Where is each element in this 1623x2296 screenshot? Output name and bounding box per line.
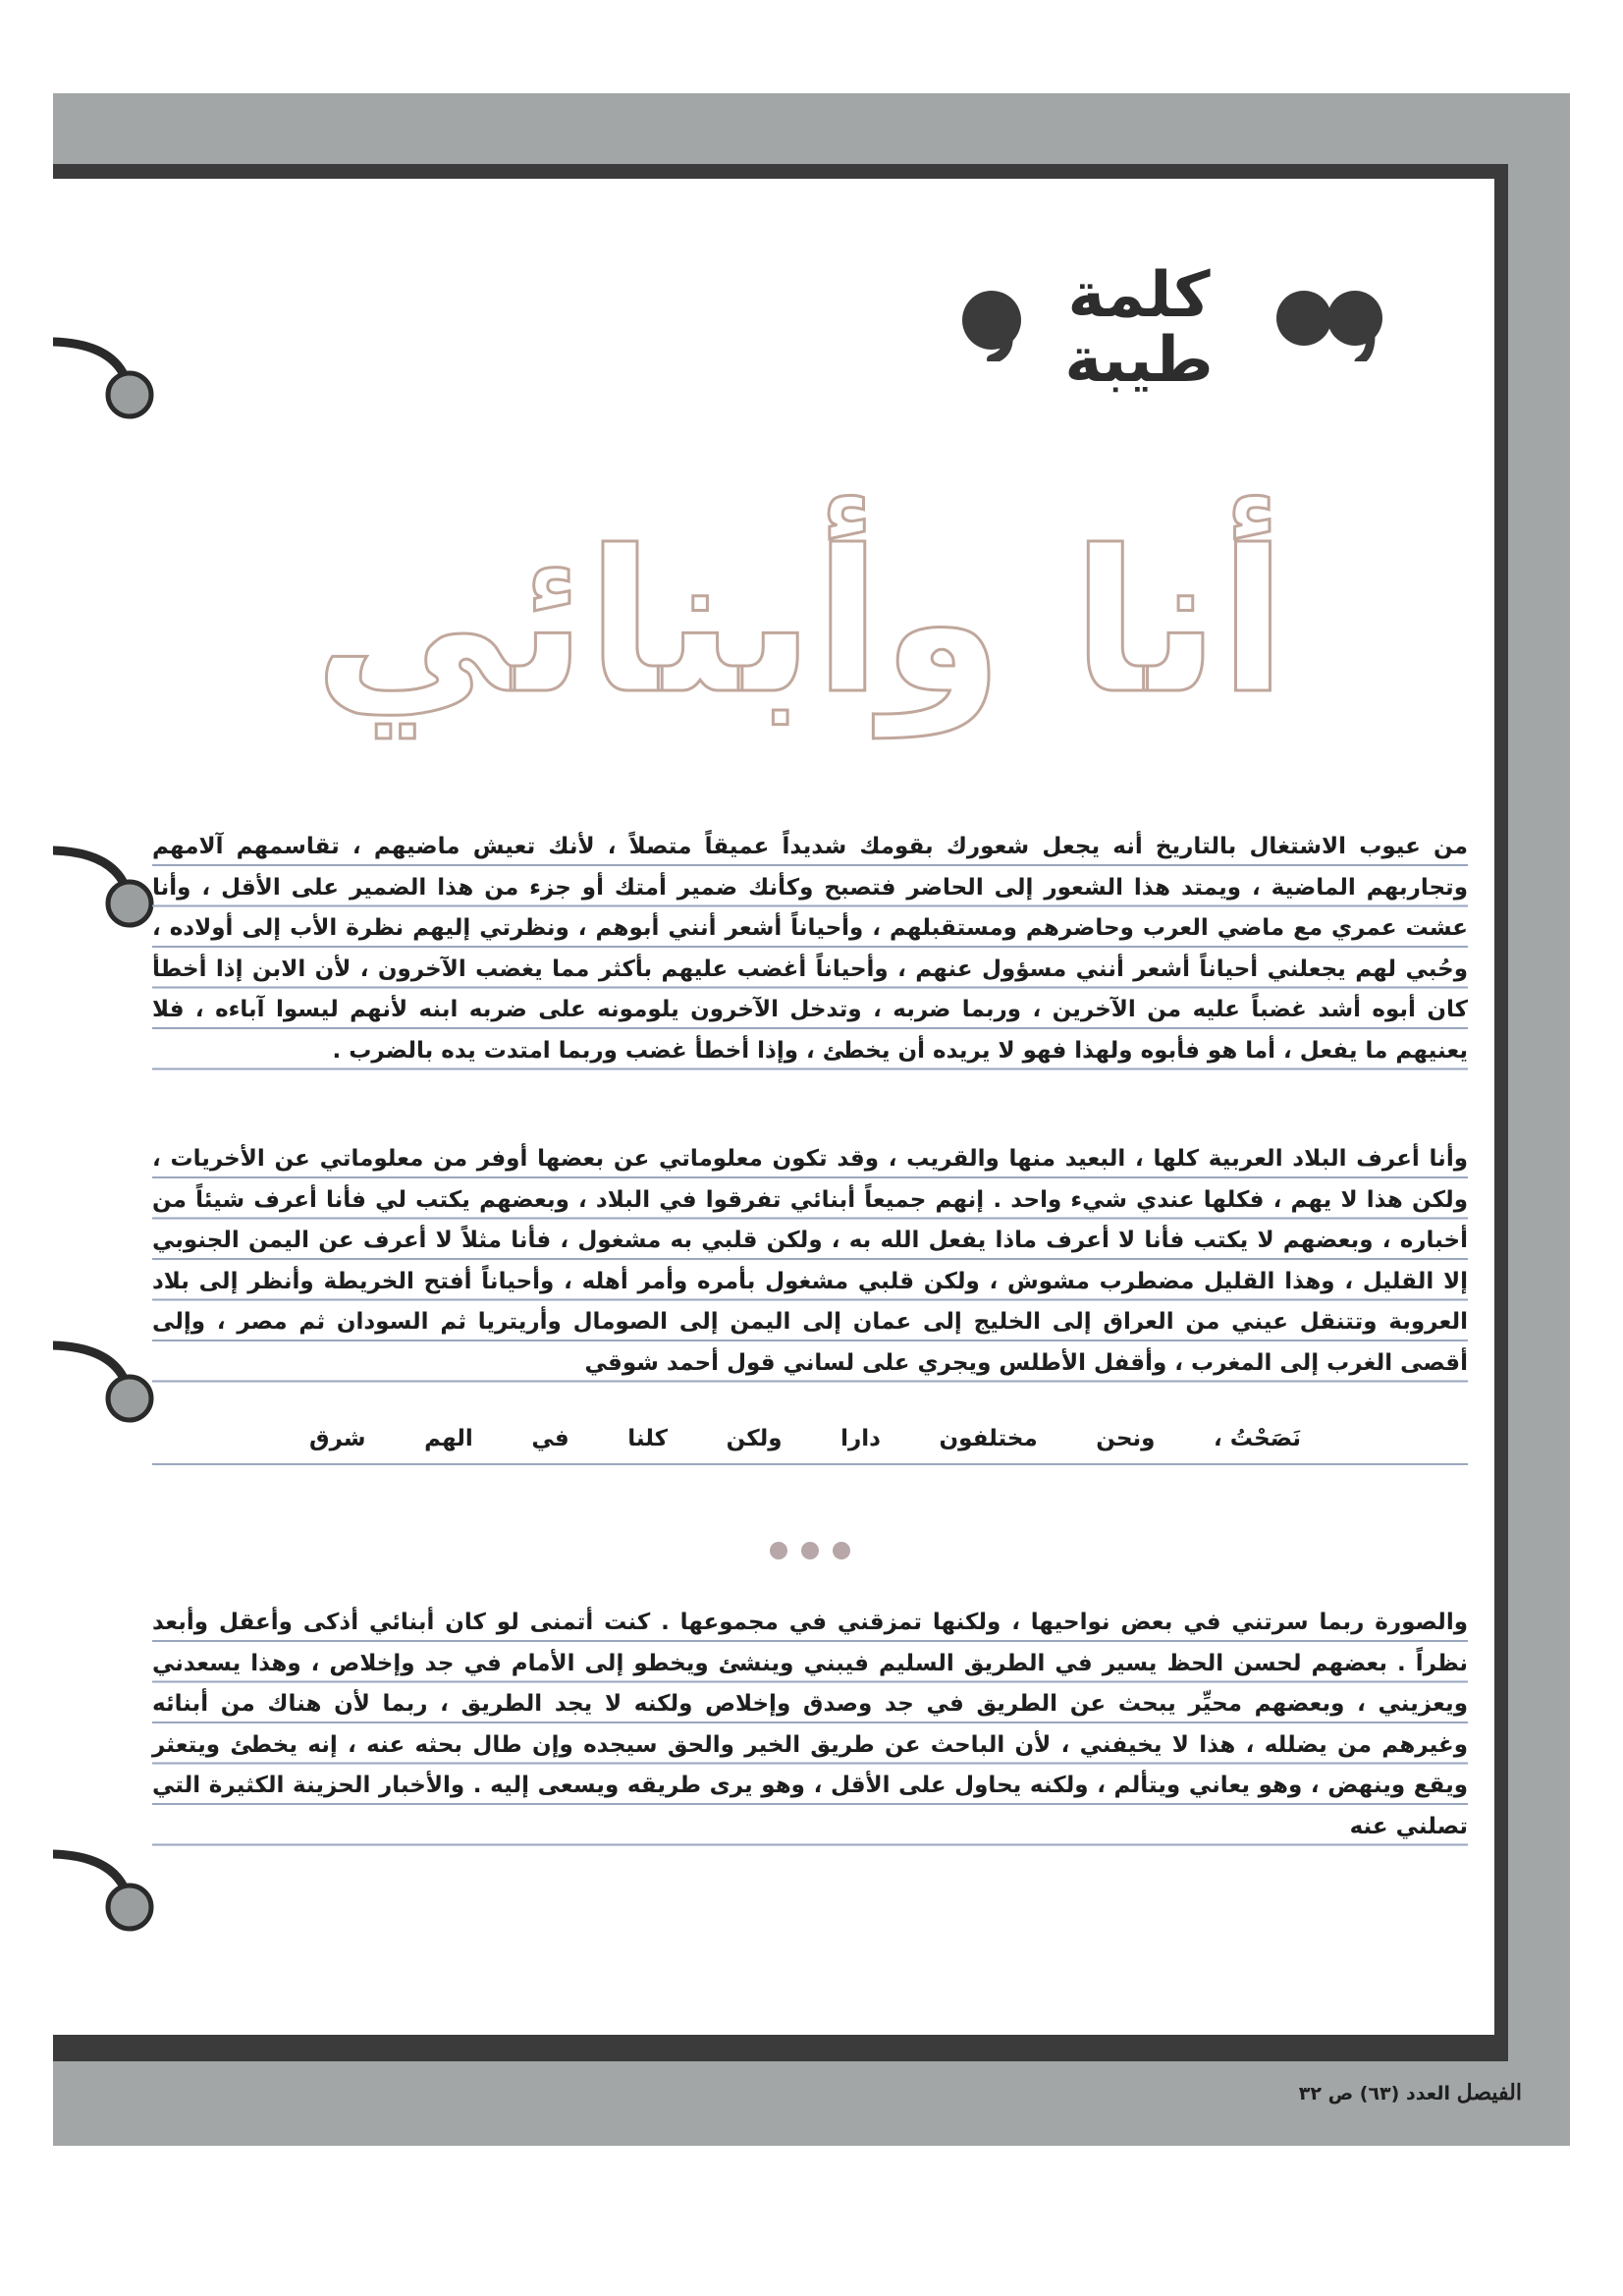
magazine-name: الفيصل: [1456, 2080, 1522, 2105]
paragraph-text: والصورة ربما سرتني في بعض نواحيها ، ولكنها تمزقني في مجموعها . كنت أتمنى لو كان أبنائي أذكى وأعقل وأبعد نظراً . بعضهم لحسن الحظ يسير في الطريق السليم فيبني وينشئ ويخطو إلى الأمام في جد وإخلاص ، وهذا يسعدني ويعزيني ، وبعضهم محيِّر يبحث عن الطريق في جد وصدق وإخلاص ولكنه لا يجد الطريق ، ربما لأن هناك من أبنائه وغيرهم من يضلله ، هذا لا يخيفني ، لأن الباحث عن طريق الخير والحق سيجده وإن طال بحثه عنه ، إنه يخطئ ويتعثر ويقع وينهض ، وهو يعاني ويتألم ، ولكنه يحاول على الأقل ، وهو يرى طريقه ويسعى إليه . والأخبار الحزينة الكثيرة التي تصلني عنه: [152, 1610, 1468, 1839]
column-title: [962, 259, 1316, 397]
article-paragraph-3: [152, 1603, 1468, 1847]
paragraph-text: وأنا أعرف البلاد العربية كلها ، البعيد منها والقريب ، وقد تكون معلوماتي عن بعضها أوفر من معلوماتي عن الأخريات ، ولكن هذا لا يهم ، فكلها عندي شيء واحد . إنهم جميعاً أبنائي تفرقوا في البلاد ، وبعضهم يكتب لي فأنا أعرف شيئاً من أخباره ، وبعضهم لا يكتب فأنا لا أعرف ماذا يفعل الله به ، ولكن قلبي به مشغول ، فأنا مثلاً لا أعرف عن اليمن الجنوبي إلا القليل ، وهذا القليل مضطرب مشوش ، ولكن قلبي مشغول بأمره وأمر أهله ، وأحياناً أفتح الخريطة وأنظر إلى بلاد العروبة وتتنقل عيني من العراق إلى الخليج إلى عمان إلى اليمن إلى الصومال وأريتريا ثم السودان ثم مصر ، وإلى أقصى الغرب إلى المغرب ، وأقفل الأطلس ويجري على لساني قول أحمد شوقي: [152, 1146, 1468, 1376]
verse-word: في: [531, 1426, 569, 1451]
verse-word: كلنا: [627, 1426, 669, 1451]
article-paragraph-2: [152, 1139, 1468, 1384]
verse-word: شرق: [309, 1426, 366, 1451]
article-paragraph-1: [152, 827, 1468, 1071]
quote-close-icon: [1269, 283, 1386, 361]
verse-word: مختلفون: [939, 1426, 1038, 1451]
binder-ring-icon: [53, 334, 161, 442]
poem-verse: [152, 1426, 1468, 1465]
verse-word: دارا: [840, 1426, 881, 1451]
binder-ring-icon: [53, 1846, 161, 1954]
page-footer: [1227, 2080, 1522, 2105]
verse-word: ونحن: [1096, 1426, 1156, 1451]
divider-dots-icon: [761, 1542, 859, 1565]
issue-page: العدد (٦٣) ص ٣٢: [1298, 2083, 1451, 2105]
binder-ring-icon: [53, 843, 161, 951]
column-title-line1: كلمة: [1067, 259, 1211, 332]
verse-word: نَصَحْتُ ،: [1214, 1426, 1301, 1451]
article-title: أنا وأبنائي: [313, 509, 1287, 738]
column-title-line2: طيبة: [1064, 324, 1214, 397]
paragraph-text: من عيوب الاشتغال بالتاريخ أنه يجعل شعورك بقومك شديداً عميقاً متصلاً ، لأنك تعيش ماضيهم ، تقاسمهم آلامهم وتجاربهم الماضية ، ويمتد هذا الشعور إلى الحاضر فتصبح وكأنك ضمير أمتك أو جزء من هذا الضمير على الأقل ، وأنا عشت عمري مع ماضي العرب وحاضرهم ومستقبلهم ، وأحياناً أشعر أنني أبوهم ، ونظرتي إليهم نظرة الأب إلى أولاده ، وحُبي لهم يجعلني أحياناً أشعر أنني مسؤول عنهم ، وأحياناً أغضب عليهم بأكثر مما يغضب الآخرون ، لأن الابن إذا أخطأ كان أبوه أشد غضباً عليه من الآخرين ، وربما ضربه ، وتدخل الآخرون يلومونه على ضربه ابنه لأنهم ليسوا آباءه ، فلا يعنيهم ما يفعل ، أما هو فأبوه ولهذا فهو لا يريده أن يخطئ ، وإذا أخطأ غضب وربما امتدت يده بالضرب .: [152, 834, 1468, 1064]
verse-word: الهم: [424, 1426, 473, 1451]
binder-ring-icon: [53, 1338, 161, 1446]
verse-word: ولكن: [726, 1426, 783, 1451]
